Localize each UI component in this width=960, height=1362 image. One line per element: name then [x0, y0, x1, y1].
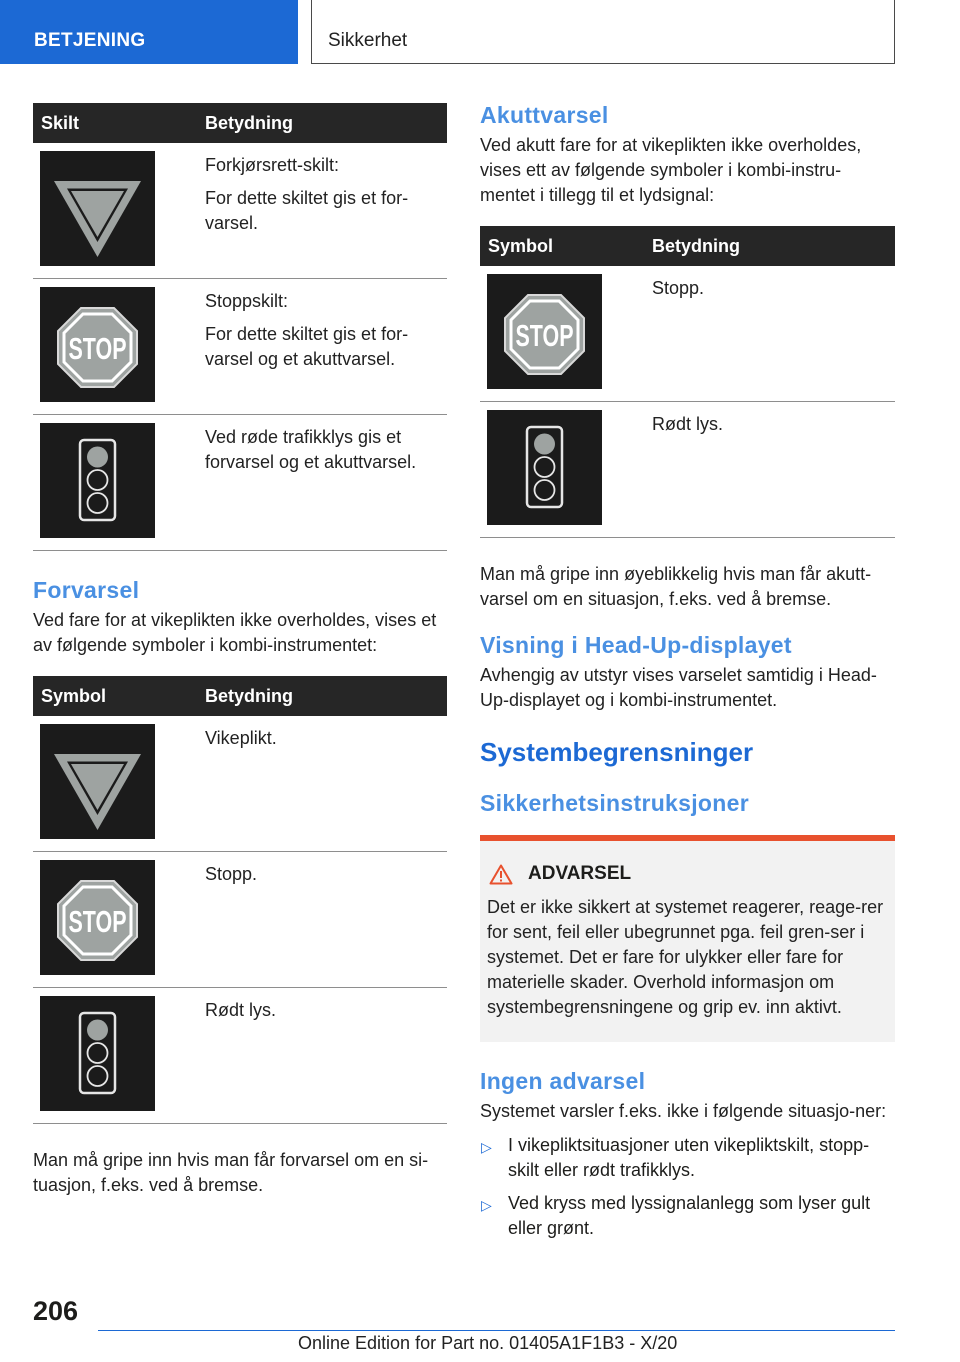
section-heading-limits: Systembegrensninger [480, 737, 754, 767]
table-row [33, 415, 447, 551]
table-header [33, 676, 447, 716]
list-item [480, 1191, 895, 1241]
traffic-light-icon [40, 996, 155, 1111]
edition-text: Online Edition for Part no. 01405A1F1B3 - X/20 [298, 1333, 678, 1353]
yield-sign-icon [40, 724, 155, 839]
header-meaning: Betydning [652, 235, 740, 256]
stop-sign-icon [40, 287, 155, 402]
warning-text: Det er ikke sikkert at systemet reagerer, reage-rer for sent, feil eller ubegrunnet pga. feil gren-ser i systemet. Det er fare for ulykker eller fare for materielle skader. Overhold informasjon om systembegrensningene og grip ev. inn aktivt. [487, 897, 884, 1017]
subheading-safety: Sikkerhetsinstruksjoner [480, 790, 749, 816]
section-tab[interactable]: BETJENING [0, 0, 298, 64]
table-row [33, 852, 447, 988]
traffic-light-icon [487, 410, 602, 525]
yield-sign-icon [40, 151, 155, 266]
header-meaning: Betydning [205, 685, 293, 706]
warning-title-text: ADVARSEL [528, 863, 632, 884]
table-header [33, 103, 447, 143]
row-text: Ved røde trafikklys gis et forvarsel og et akuttvarsel. [205, 427, 417, 472]
urgent-symbols-table [480, 226, 895, 538]
akuttvarsel-intro: Ved akutt fare for at vikeplikten ikke overholdes, vises ett av følgende symboler i kombi-instru-mentet i tillegg til et lydsignal: [480, 135, 862, 205]
row-text: Rødt lys. [652, 414, 724, 434]
row-text: Stopp. [205, 864, 258, 884]
header-sign: Skilt [41, 112, 80, 133]
row-text: Rødt lys. [205, 1000, 277, 1020]
row-text: Stopp. [652, 278, 705, 298]
row-text: For dette skiltet gis et for-varsel. [205, 188, 409, 233]
symbols-table [33, 676, 447, 1124]
section-heading-akuttvarsel: Akuttvarsel [480, 102, 609, 128]
row-label: Forkjørsrett-skilt: [205, 155, 339, 175]
section-heading-forvarsel: Forvarsel [33, 577, 140, 603]
row-text: For dette skiltet gis et for-varsel og et akuttvarsel. [205, 324, 409, 369]
warning-box [480, 835, 895, 1042]
list-item [480, 1133, 895, 1183]
hud-text: Avhengig av utstyr vises varselet samtidig i Head-Up-displayet og i kombi-instrumentet. [480, 665, 877, 710]
warning-title [487, 863, 887, 885]
right-column [480, 102, 895, 1249]
warning-icon [489, 864, 513, 885]
table-row [480, 402, 895, 538]
forvarsel-outro: Man må gripe inn hvis man får forvarsel om en si-tuasjon, f.eks. ved å bremse. [33, 1150, 429, 1195]
header-symbol: Symbol [488, 235, 554, 256]
forvarsel-intro: Ved fare for at vikeplikten ikke overholdes, vises et av følgende symboler i kombi-instrumentet: [33, 610, 437, 655]
section-heading-no-warning: Ingen advarsel [480, 1068, 646, 1094]
no-warning-intro: Systemet varsler f.eks. ikke i følgende situasjo-ner: [480, 1101, 887, 1121]
row-text: Vikeplikt. [205, 728, 277, 748]
list-item-text: I vikepliktsituasjoner uten vikepliktskilt, stopp-skilt eller rødt trafikklys. [508, 1135, 870, 1180]
stop-sign-icon [487, 274, 602, 389]
bullet-triangle-icon: ▷ [481, 1139, 492, 1155]
row-label: Stoppskilt: [205, 291, 289, 311]
table-row [480, 266, 895, 402]
table-row [33, 716, 447, 852]
no-warning-list [480, 1133, 895, 1241]
stop-sign-icon [40, 860, 155, 975]
section-heading-hud: Visning i Head-Up-displayet [480, 632, 792, 658]
page-title: Sikkerhet [311, 0, 895, 64]
list-item-text: Ved kryss med lyssignalanlegg som lyser gult eller grønt. [508, 1193, 871, 1238]
traffic-light-icon [40, 423, 155, 538]
table-row [33, 279, 447, 415]
table-row [33, 143, 447, 279]
bullet-triangle-icon: ▷ [481, 1197, 492, 1213]
header-symbol: Symbol [41, 685, 107, 706]
page-number: 206 [33, 1296, 79, 1326]
table-row [33, 988, 447, 1124]
footer-divider [98, 1330, 895, 1331]
header-meaning: Betydning [205, 112, 293, 133]
left-column [33, 103, 447, 1198]
signs-table [33, 103, 447, 551]
table-header [480, 226, 895, 266]
akuttvarsel-outro: Man må gripe inn øyeblikkelig hvis man får akutt-varsel om en situasjon, f.eks. ved å bremse. [480, 564, 872, 609]
